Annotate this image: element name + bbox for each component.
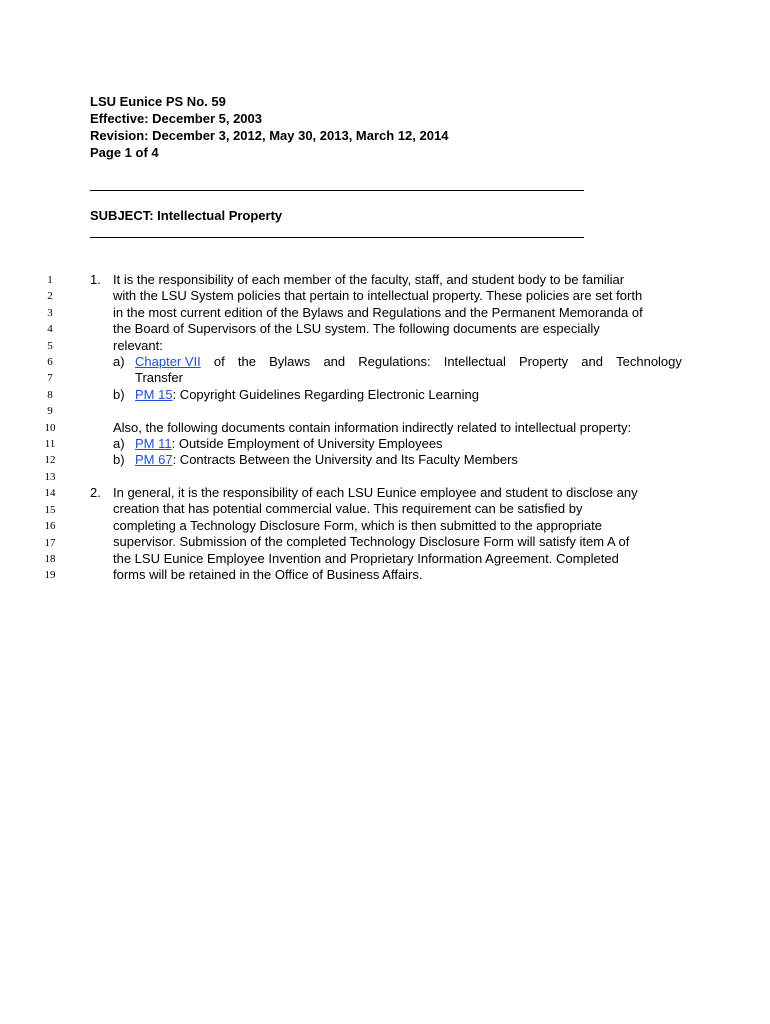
line-number: 19 — [44, 569, 56, 582]
line-number: 7 — [47, 372, 53, 385]
line-number: 17 — [44, 536, 56, 549]
header-divider — [90, 190, 584, 191]
section-1-line: in the most current edition of the Bylaws and Regulations and the Permanent Memoranda of — [113, 304, 643, 320]
justified-word: Intellectual — [443, 353, 506, 369]
section-1-line: the Board of Supervisors of the LSU system. The following documents are especially — [113, 321, 600, 337]
document-header — [90, 93, 448, 161]
list-label-a: a) — [113, 435, 125, 451]
document-body — [90, 272, 682, 583]
line-number: 11 — [44, 438, 56, 451]
list-label-a: a) — [113, 353, 125, 369]
line-number: 3 — [47, 306, 53, 319]
justified-word: the — [237, 353, 256, 369]
justified-word: and — [323, 353, 346, 369]
section-2-line: supervisor. Submission of the completed Technology Disclosure Form will satisfy item A of — [113, 534, 630, 550]
section-2-line: the LSU Eunice Employee Invention and Proprietary Information Agreement. Completed — [113, 550, 619, 566]
effective-date: Effective: December 5, 2003 — [90, 111, 262, 126]
policy-number: LSU Eunice PS No. 59 — [90, 94, 226, 109]
justified-word: of — [213, 353, 225, 369]
line-number: 16 — [44, 520, 56, 533]
justified-word: Property — [519, 353, 569, 369]
justified-word: Bylaws — [269, 353, 311, 369]
section-1-line: relevant: — [113, 337, 163, 353]
line-number: 5 — [47, 339, 53, 352]
paragraph-text: In general, it is the responsibility of each LSU Eunice employee and student to disclose any — [113, 485, 638, 501]
list-label-b: b) — [113, 386, 125, 402]
line-number: 18 — [44, 552, 56, 565]
line-number: 12 — [44, 454, 56, 467]
section-2-number: 2. — [90, 485, 101, 501]
section-2-line: forms will be retained in the Office of Business Affairs. — [113, 567, 423, 583]
pm-15-link[interactable]: PM 15 — [135, 386, 173, 402]
list-item-text: : Contracts Between the University and Its Faculty Members — [172, 452, 518, 468]
pm-67-link[interactable]: PM 67 — [135, 452, 173, 468]
list-item-text: : Copyright Guidelines Regarding Electronic Learning — [172, 386, 479, 402]
justified-word: Regulations: — [358, 353, 431, 369]
subject-divider — [90, 237, 584, 238]
list-item-pm11-line — [90, 436, 682, 452]
line-number: 6 — [47, 356, 53, 369]
list-item-a-continuation: Transfer — [135, 370, 183, 386]
line-number: 14 — [44, 487, 56, 500]
list-label-b: b) — [113, 452, 125, 468]
revision-dates: Revision: December 3, 2012, May 30, 2013, March 12, 2014 — [90, 128, 449, 143]
list-item-text: : Outside Employment of University Employees — [171, 435, 443, 451]
section-2-line — [90, 485, 682, 501]
section-2-line: completing a Technology Disclosure Form, which is then submitted to the appropriate — [113, 517, 602, 533]
chapter-vii-link[interactable]: Chapter VII — [135, 353, 201, 369]
page-indicator: Page 1 of 4 — [90, 145, 159, 160]
blank-line — [90, 469, 682, 485]
line-number: 2 — [47, 290, 53, 303]
line-number: 1 — [47, 274, 53, 286]
line-number: 15 — [44, 503, 56, 516]
list-item-pm67-line — [90, 452, 682, 468]
justified-word: Technology — [616, 353, 682, 369]
section-2-line: creation that has potential commercial value. This requirement can be satisfied by — [113, 501, 583, 517]
blank-line — [90, 403, 682, 419]
pm-11-link[interactable]: PM 11 — [135, 435, 172, 451]
line-number: 10 — [44, 421, 56, 434]
line-number: 4 — [47, 323, 53, 336]
also-line: Also, the following documents contain information indirectly related to intellectual property: — [113, 419, 632, 435]
line-numbers — [30, 272, 70, 584]
justified-word: and — [581, 353, 603, 369]
list-item-b-line — [90, 387, 682, 403]
subject-line: SUBJECT: Intellectual Property — [90, 208, 283, 223]
list-item-a-line — [90, 354, 682, 370]
section-1-line — [90, 272, 682, 288]
section-1-line: with the LSU System policies that pertain to intellectual property. These policies are set forth — [113, 288, 643, 304]
line-number: 9 — [47, 405, 53, 418]
section-1-number: 1. — [90, 272, 101, 287]
line-number: 8 — [47, 388, 53, 401]
paragraph-text: It is the responsibility of each member of the faculty, staff, and student body to be familiar — [113, 272, 625, 287]
line-number: 13 — [44, 470, 56, 483]
